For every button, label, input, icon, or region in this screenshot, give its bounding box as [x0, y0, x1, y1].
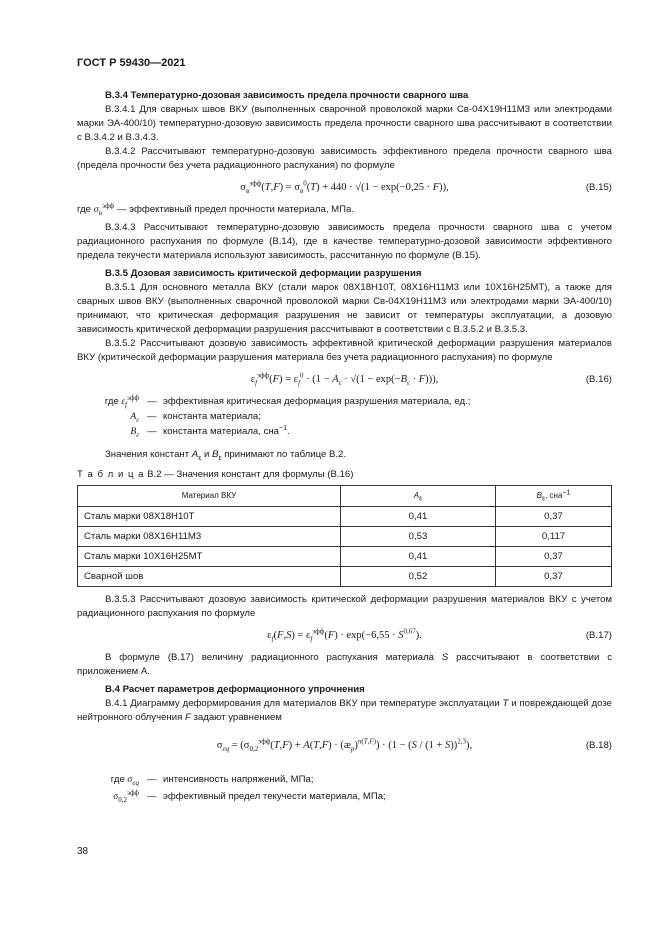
definition-text: интенсивность напряжений, МПа;	[163, 774, 314, 785]
definition-text: эффективная критическая деформация разрушения материала, ед.;	[163, 396, 471, 407]
definition-dash: —	[147, 426, 157, 437]
paragraph-b353: В.3.5.3 Рассчитывают дозовую зависимость критической деформации разрушения материалов ВКУ с учетом радиационного распухания по формуле	[77, 594, 612, 619]
definition-text: константа материала, сна$^{-1}$.	[163, 424, 290, 437]
definition-row: $B_\varepsilon$ — константа материала, сна$^{-1}$.	[77, 425, 612, 440]
formula-b18	[77, 727, 612, 767]
definitions-b18	[77, 773, 612, 807]
cell-b: 0,37	[496, 547, 612, 567]
paragraph-b342: В.3.4.2 Рассчитывают температурно-дозовую зависимость эффективного предела прочности сварного шва (предела прочности без учета радиационного распухания) по формуле	[77, 146, 612, 171]
definition-row: где $\sigma_{eq}$ — интенсивность напряжений, МПа;	[77, 773, 612, 790]
formula-b17-expression: $\varepsilon_f(F,S) = \varepsilon_f^{эфф}(F) \cdot \exp(-6,55 \cdot S^{0,67})$.	[267, 627, 422, 644]
definition-text: эффективный предел текучести материала, МПа;	[163, 791, 386, 802]
cell-a: 0,41	[341, 507, 496, 527]
cell-b: 0,117	[496, 527, 612, 547]
header-a: $A_\varepsilon$	[341, 486, 496, 507]
table-row	[78, 547, 612, 567]
definition-dash: —	[147, 396, 157, 407]
where-prefix: где	[77, 204, 92, 215]
cell-material: Сталь марки 08Х18Н10Т	[78, 507, 341, 527]
paragraph-b17-note: В формуле (В.17) величину радиационного распухания материала S рассчитывают в соответствии с приложением А.	[77, 652, 612, 677]
where-b15: где $\sigma_в^{эфф}$ — эффективный предел прочности материала, МПа.	[77, 201, 355, 217]
definition-dash: —	[147, 774, 157, 785]
cell-b: 0,37	[496, 507, 612, 527]
formula-b18-expression: $\sigma_{eq} = (\sigma_{0,2}^{эфф}(T,F) + A(T,F)$ · $(æ_p)^{n(T,F)}) \cdot (1 - (S / (1 + S))^{2,3})$,	[216, 737, 473, 754]
table-header-row	[78, 486, 612, 507]
header-b: $B_\varepsilon$, сна$^{-1}$	[496, 486, 612, 507]
cell-b: 0,37	[496, 567, 612, 587]
table-caption: Т а б л и ц а В.2 — Значения констант для формулы (В.16)	[77, 469, 354, 480]
definition-row: $\sigma_{0,2}^{эфф}$ — эффективный предел текучести материала, МПа;	[77, 790, 612, 807]
section-heading-b35: В.3.5 Дозовая зависимость критической деформации разрушения	[105, 268, 422, 279]
cell-a: 0,41	[341, 547, 496, 567]
definition-row: $A_\varepsilon$ — константа материала;	[77, 410, 612, 425]
cell-a: 0,52	[341, 567, 496, 587]
header-material: Материал ВКУ	[78, 486, 341, 507]
page-number: 38	[77, 846, 89, 857]
paragraph-b341: В.3.4.1 Для сварных швов ВКУ (выполненных сварочной проволокой марки Св-04Х19Н11М3 или электродами марки ЭА-400/10) температурно-дозовую зависимость предела прочности сварного шва рассчитывают в соответствии с В.3.4.2 и В.3.4.3.	[77, 104, 612, 143]
formula-b16	[77, 367, 612, 393]
cell-material: Сталь марки 08Х16Н11М3	[78, 527, 341, 547]
where-b15-text: — эффективный предел прочности материала, МПа.	[116, 204, 355, 215]
formula-b18-number: (В.18)	[585, 740, 612, 751]
cell-a: 0,53	[341, 527, 496, 547]
definitions-b16	[77, 395, 612, 440]
section-heading-b4: В.4 Расчет параметров деформационного упрочнения	[105, 684, 365, 695]
table-row	[78, 507, 612, 527]
formula-b16-number: (В.16)	[585, 374, 612, 385]
paragraph-constants: Значения констант $A_\varepsilon$ и $B_\varepsilon$ принимают по таблице В.2.	[105, 449, 347, 462]
section-heading-b34: В.3.4 Температурно-дозовая зависимость предела прочности сварного шва	[105, 90, 469, 101]
formula-b17	[77, 623, 612, 649]
constants-table	[77, 485, 612, 587]
paragraph-b352: В.3.5.2 Рассчитывают дозовую зависимость эффективной критической деформации разрушения материалов ВКУ (критической деформации разрушения материала без учета радиационного распухания) по формуле	[77, 338, 612, 363]
definition-text: константа материала;	[163, 411, 261, 422]
formula-b15-expression: $\sigma_в^{эфф}(T,F) = \sigma_в^0(T) + 440 \cdot √(1 - \exp(-0,25 \cdot F))$,	[240, 179, 449, 196]
cell-material: Сварной шов	[78, 567, 341, 587]
formula-b16-expression: $\varepsilon_f^{эфф}(F) = \varepsilon_f^0 \cdot (1 - A_\varepsilon \cdot √(1 - \exp(-B_\varepsilon \cdot F)))$,	[250, 371, 439, 388]
formula-b15	[77, 175, 612, 201]
cell-material: Сталь марки 10Х16Н25МТ	[78, 547, 341, 567]
paragraph-b351: В.3.5.1 Для основного металла ВКУ (стали марок 08Х18Н10Т, 08Х16Н11М3 или 10Х16Н25МТ), а также для сварных швов ВКУ (выполненных сварочной проволокой марки Св-04Х19Н11М3 или электродами марки ЭА-400/10) принимают, что критическая деформация разрушения не зависит от температуры эксплуатации, а дозовую зависимость критической деформации разрушения рассчитывают в соответствии с В.3.5.2 и В.3.5.3.	[77, 282, 612, 335]
where-prefix: где	[104, 396, 119, 407]
definition-dash: —	[147, 411, 157, 422]
table-row	[78, 567, 612, 587]
document-body	[77, 89, 612, 811]
paragraph-b41: В.4.1 Диаграмму деформирования для материалов ВКУ при температуре эксплуатации T и повреждающей дозе нейтронного облучения F задают уравнением	[77, 698, 612, 723]
definition-dash: —	[147, 791, 157, 802]
paragraph-b343: В.3.4.3 Рассчитывают температурно-дозовую зависимость предела прочности сварного шва с учетом радиационного распухания по формуле (В.14), где в качестве температурно-дозовой зависимости эффективного предела текучести материала используют зависимость, рассчитанную по формуле (В.15).	[77, 222, 612, 261]
formula-b17-number: (В.17)	[585, 630, 612, 641]
formula-b15-number: (В.15)	[585, 182, 612, 193]
table-row	[78, 527, 612, 547]
document-header: ГОСТ Р 59430—2021	[77, 57, 186, 69]
definition-row: где $\varepsilon_f^{эфф}$ — эффективная критическая деформация разрушения материала, ед.;	[77, 395, 612, 410]
